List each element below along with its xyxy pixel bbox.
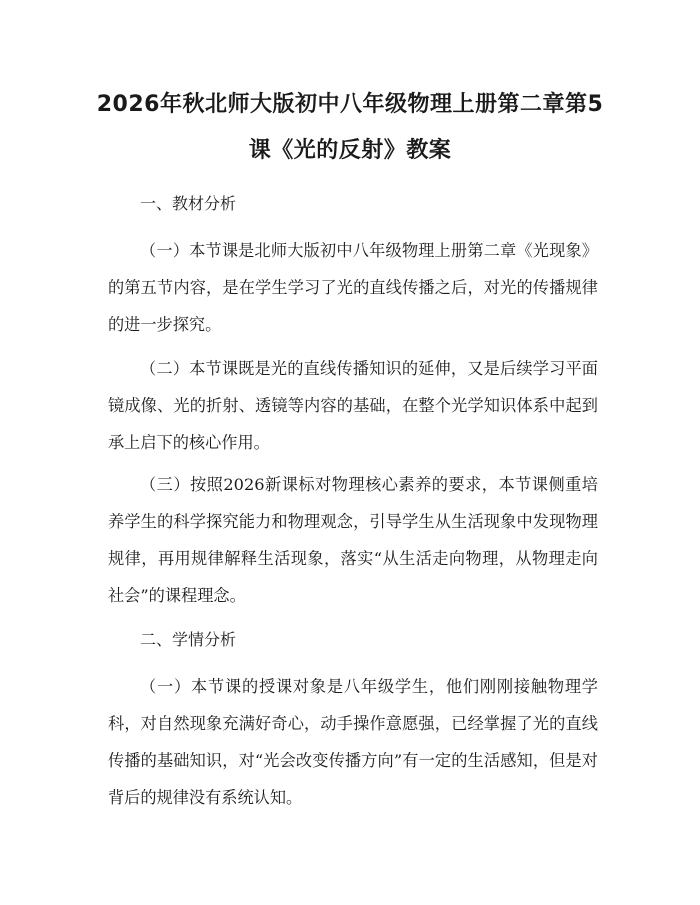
paragraph: （二）本节课既是光的直线传播知识的延伸，又是后续学习平面镜成像、光的折射、透镜等内容的基础，在整个光学知识体系中起到承上启下的核心作用。 (108, 359, 598, 452)
paragraph: （一）本节课的授课对象是八年级学生，他们刚刚接触物理学科，对自然现象充满好奇心，动手操作意愿强，已经掌握了光的直线传播的基础知识，对“光会改变传播方向”有一定的生活感知，但是对背后的规律没有系统认知。 (108, 677, 598, 807)
section-heading-textbook-analysis: 一、教材分析 (140, 194, 237, 213)
paragraph: （三）按照2026新课标对物理核心素养的要求，本节课侧重培养学生的科学探究能力和物理观念，引导学生从生活现象中发现物理规律，再用规律解释生活现象，落实“从生活走向物理，从物理走向社会”的课程理念。 (108, 475, 598, 605)
document-title: 2026年秋北师大版初中八年级物理上册第二章第5课《光的反射》教案 (96, 92, 604, 163)
paragraph: （一）本节课是北师大版初中八年级物理上册第二章《光现象》的第五节内容，是在学生学习了光的直线传播之后，对光的传播规律的进一步探究。 (108, 241, 598, 334)
section-heading-student-analysis: 二、学情分析 (140, 630, 237, 649)
